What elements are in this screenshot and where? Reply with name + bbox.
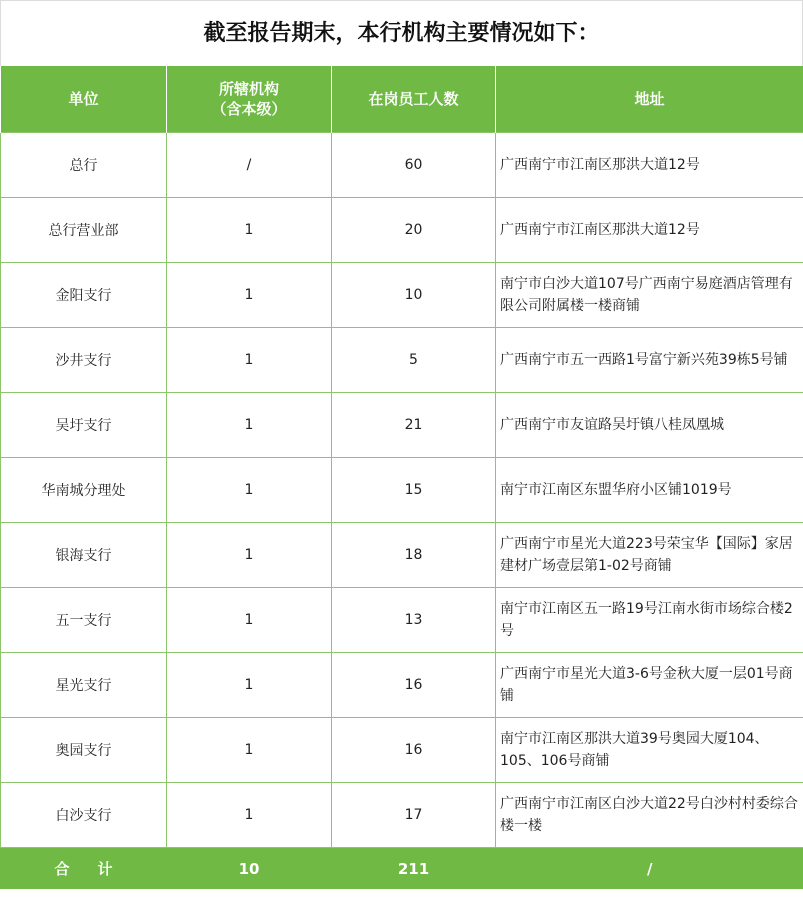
table-row [1, 133, 803, 198]
cell-address: 广西南宁市星光大道3-6号金秋大厦一层01号商铺 [496, 653, 803, 718]
table-row [1, 653, 803, 718]
cell-unit: 吴圩支行 [1, 393, 167, 458]
cell-branches: 1 [167, 393, 332, 458]
cell-staff: 60 [332, 133, 496, 198]
table-body [1, 133, 803, 848]
table-header [1, 66, 803, 133]
cell-branches: 1 [167, 458, 332, 523]
header-staff: 在岗员工人数 [332, 66, 496, 133]
table-row [1, 263, 803, 328]
table-footer [1, 848, 803, 890]
header-unit: 单位 [1, 66, 167, 133]
cell-branches: / [167, 133, 332, 198]
cell-unit: 总行 [1, 133, 167, 198]
cell-staff: 16 [332, 653, 496, 718]
total-staff: 211 [332, 848, 496, 890]
cell-address: 广西南宁市五一西路1号富宁新兴苑39栋5号铺 [496, 328, 803, 393]
table-row [1, 198, 803, 263]
cell-unit: 金阳支行 [1, 263, 167, 328]
header-branches-line1: 所辖机构 [218, 80, 279, 98]
cell-unit: 沙井支行 [1, 328, 167, 393]
table-row [1, 523, 803, 588]
cell-address: 南宁市江南区东盟华府小区铺1019号 [496, 458, 803, 523]
cell-unit: 银海支行 [1, 523, 167, 588]
cell-staff: 10 [332, 263, 496, 328]
cell-branches: 1 [167, 718, 332, 783]
total-branches: 10 [167, 848, 332, 890]
cell-unit: 五一支行 [1, 588, 167, 653]
cell-address: 广西南宁市江南区那洪大道12号 [496, 133, 803, 198]
cell-staff: 20 [332, 198, 496, 263]
header-branches [167, 66, 332, 133]
cell-staff: 5 [332, 328, 496, 393]
total-address: / [496, 848, 803, 890]
cell-unit: 奥园支行 [1, 718, 167, 783]
cell-unit: 星光支行 [1, 653, 167, 718]
cell-address: 广西南宁市江南区那洪大道12号 [496, 198, 803, 263]
cell-branches: 1 [167, 328, 332, 393]
total-row [1, 848, 803, 890]
total-label: 合计 [1, 848, 167, 890]
cell-branches: 1 [167, 263, 332, 328]
cell-branches: 1 [167, 588, 332, 653]
cell-address: 南宁市白沙大道107号广西南宁易庭酒店管理有限公司附属楼一楼商铺 [496, 263, 803, 328]
cell-staff: 17 [332, 783, 496, 848]
cell-staff: 18 [332, 523, 496, 588]
table-row [1, 393, 803, 458]
cell-staff: 13 [332, 588, 496, 653]
page-title: 截至报告期末，本行机构主要情况如下： [0, 0, 803, 66]
cell-branches: 1 [167, 783, 332, 848]
cell-branches: 1 [167, 653, 332, 718]
header-address: 地址 [496, 66, 803, 133]
cell-unit: 白沙支行 [1, 783, 167, 848]
cell-unit: 华南城分理处 [1, 458, 167, 523]
cell-staff: 21 [332, 393, 496, 458]
table-row [1, 328, 803, 393]
cell-unit: 总行营业部 [1, 198, 167, 263]
cell-address: 广西南宁市友谊路吴圩镇八桂凤凰城 [496, 393, 803, 458]
branch-table [0, 66, 803, 889]
cell-staff: 15 [332, 458, 496, 523]
table-row [1, 458, 803, 523]
table-row [1, 718, 803, 783]
header-branches-line2: （含本级） [211, 100, 287, 118]
cell-branches: 1 [167, 198, 332, 263]
cell-address: 广西南宁市江南区白沙大道22号白沙村村委综合楼一楼 [496, 783, 803, 848]
cell-address: 南宁市江南区五一路19号江南水街市场综合楼2号 [496, 588, 803, 653]
cell-branches: 1 [167, 523, 332, 588]
table-row [1, 783, 803, 848]
cell-staff: 16 [332, 718, 496, 783]
cell-address: 广西南宁市星光大道223号荣宝华【国际】家居建材广场壹层第1-02号商铺 [496, 523, 803, 588]
cell-address: 南宁市江南区那洪大道39号奥园大厦104、105、106号商铺 [496, 718, 803, 783]
table-row [1, 588, 803, 653]
